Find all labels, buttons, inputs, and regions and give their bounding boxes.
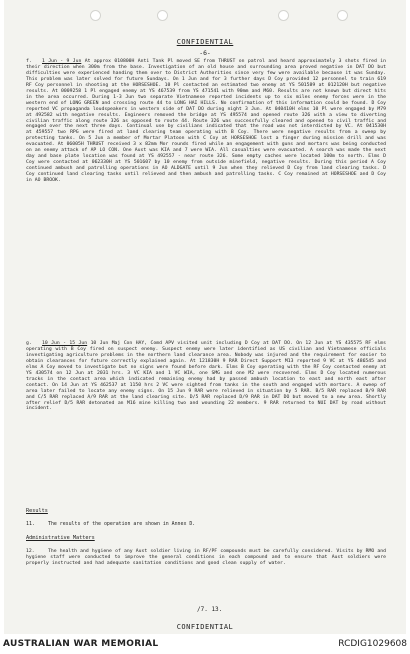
paragraph-12 — [26, 549, 386, 567]
classification-bottom: CONFIDENTIAL — [176, 623, 234, 631]
paragraph-label: g. — [26, 341, 32, 346]
paragraph-body: The health and hygiene of any Aust soldier living in RF/PF compounds must be carefully considered. Visits by RMO and hygiene staff were conducted to improve the general conditions in each compound and to ensure that Aust soldiers were properly instructed and had adequate sanitation conditions and good clean supply of water. — [26, 549, 386, 566]
paragraph-number: 11. — [26, 521, 35, 527]
document-page — [4, 0, 406, 634]
archive-footer — [0, 634, 410, 654]
archive-name: AUSTRALIAN WAR MEMORIAL — [3, 639, 159, 649]
paragraph-body: The results of the operation are shown in Annex D. — [48, 521, 196, 527]
paragraph-number: 12. — [26, 549, 35, 554]
punch-hole — [157, 10, 168, 21]
paragraph-dates: 1 Jun - 9 Jun — [42, 59, 82, 64]
record-id: RCDIG1029608 — [338, 639, 407, 649]
continuation-marker: /7. 13. — [197, 606, 223, 613]
paragraph-f — [26, 59, 386, 184]
page-number: -6- — [199, 49, 211, 57]
paragraph-label: f. — [26, 59, 32, 64]
paragraph-body: 10 Jun Maj Con HAY, Comd APV visited unit including D Coy at DAT DO. On 12 Jun at YS 435575 RF elms operating with B Coy fired on suspect enemy. Suspect enemy were later identified as US civilian and Vietnamese officials investigating agriculture problems in the northern land clearance area. Nobody was injured and the requirement for easier to obtain clearances for future correctly explained again. At 121830H 9 RAR Direct Support M13 reported 9 VC at YS 486545 and elms A Coy moved to investigate but no signs were found before dark. Elms B Coy operating with the RF Coy contacted enemy at YS 430574 on 12 Jun at 2031 hrs. 3 VC KIA and 1 VC WIA, one SMG and one M2 were recovered. Elms D Coy located numerous tracks in the contact area which indicated remaining enemy had by passed ambush location to east and north east after contact. On 14 Jun at YS 462537 at 1150 hrs 2 VC were sighted from tanks in the south and engaged with mortars. A sweep of area later failed to locate any enemy signs. On 15 Jun 9 RAR were relieved in situation by 5 RAR. B/5 RAR replaced B/9 RAR and C/5 RAR replaced A/9 RAR at the land clearing site. D/5 RAR replaced D/9 RAR in DAT DO but moved to a new area. Shortly after relief D/5 RAR detonated an M16 mine killing two and wounding 22 members. 9 RAR returned to NUI DAT by road without incident. — [26, 341, 386, 412]
punch-hole — [337, 10, 348, 21]
paragraph-body: At approx 010800H Anti Tank Pl moved SE from THRUST on patrol and heard approximately 3 shots fired in their direction when 300m from the base. Investigation of an old house and surrounding area proved negative in DAT DO but difficulties were experienced handing them over to District Authorities since very few were available because it was Sunday. This problem was later solved for future Sundays. On 1 Jun and for 3 further days D Coy provided 12 personnel to train 619 RF Coy personnel in shooting at the HORSESHOE. 10 Pl contacted an estimated two enemy at YS 501589 at 012120H but negative results. At 0009258 1 Pl engaged enemy at YS 467539 from YS 471541 with 90mm and M60. Results are not known but direct hits in the area occurred. During 1-3 Jun two separate Vietnamese reported incidents up to six miles enemy forces were in the western end of LONG GREEN and crossing route 44 to LONG HAI HILLS. No confirmation of this information could be found. D Coy reported VC propaganda loudspeakers in western side of DAT DO during night 3 Jun. At 040410H elms 10 Pl were engaged by M79 at 492582 with negative results. Engineers removed the bridge at YS 495574 and opened route 326 with a view to diverting civilian traffic along route 326 as opposed to route 44. Route 326 was successfully cleared and opened to civil traffic and engaged over the next three days. Continual use by civilians indicated that the road was not interdicted by VC. At 041530H at 459557 two RPG were fired at land clearing team operating with B Coy. There were negative results from a sweep by protecting tanks. On 5 Jun a member of Mortar Platoon with C Coy at HORSESHOE lost a finger during mission drill and was evacuated. At 06005H THRUST received 3 x 82mm Mor rounds fired while an engagement with guns and mortars was being conducted on an enemy attack of AP LO CON. One Aust was KIA and 7 were WIA. All casualties were evacuated. A search was made the next day and base plate location was found at YS 492557 - near route 326. Some empty caches were located 100m to north. Elms D Coy were contacted at 062330H at YS 501607 by 10 enemy from outside minefield, negative results. During this period A Coy continued ambush and patrolling operations in AO ALDGATE until 9 Jun when they relieved D Coy from land clearing tasks. D Coy continued land clearing tasks until relieved and then ambush and patrolling tasks. C Coy remained at HORSESHOE and D Coy in AO BROOK. — [26, 59, 387, 184]
punch-hole — [90, 10, 101, 21]
results-heading: Results — [26, 508, 48, 514]
classification-top: CONFIDENTIAL — [176, 38, 234, 46]
paragraph-dates: 10 Jun - 15 Jun — [42, 341, 88, 346]
paragraph-g — [26, 341, 386, 412]
paragraph-11 — [26, 521, 195, 527]
administrative-matters-heading: Administrative Matters — [26, 535, 95, 541]
punch-hole — [278, 10, 289, 21]
